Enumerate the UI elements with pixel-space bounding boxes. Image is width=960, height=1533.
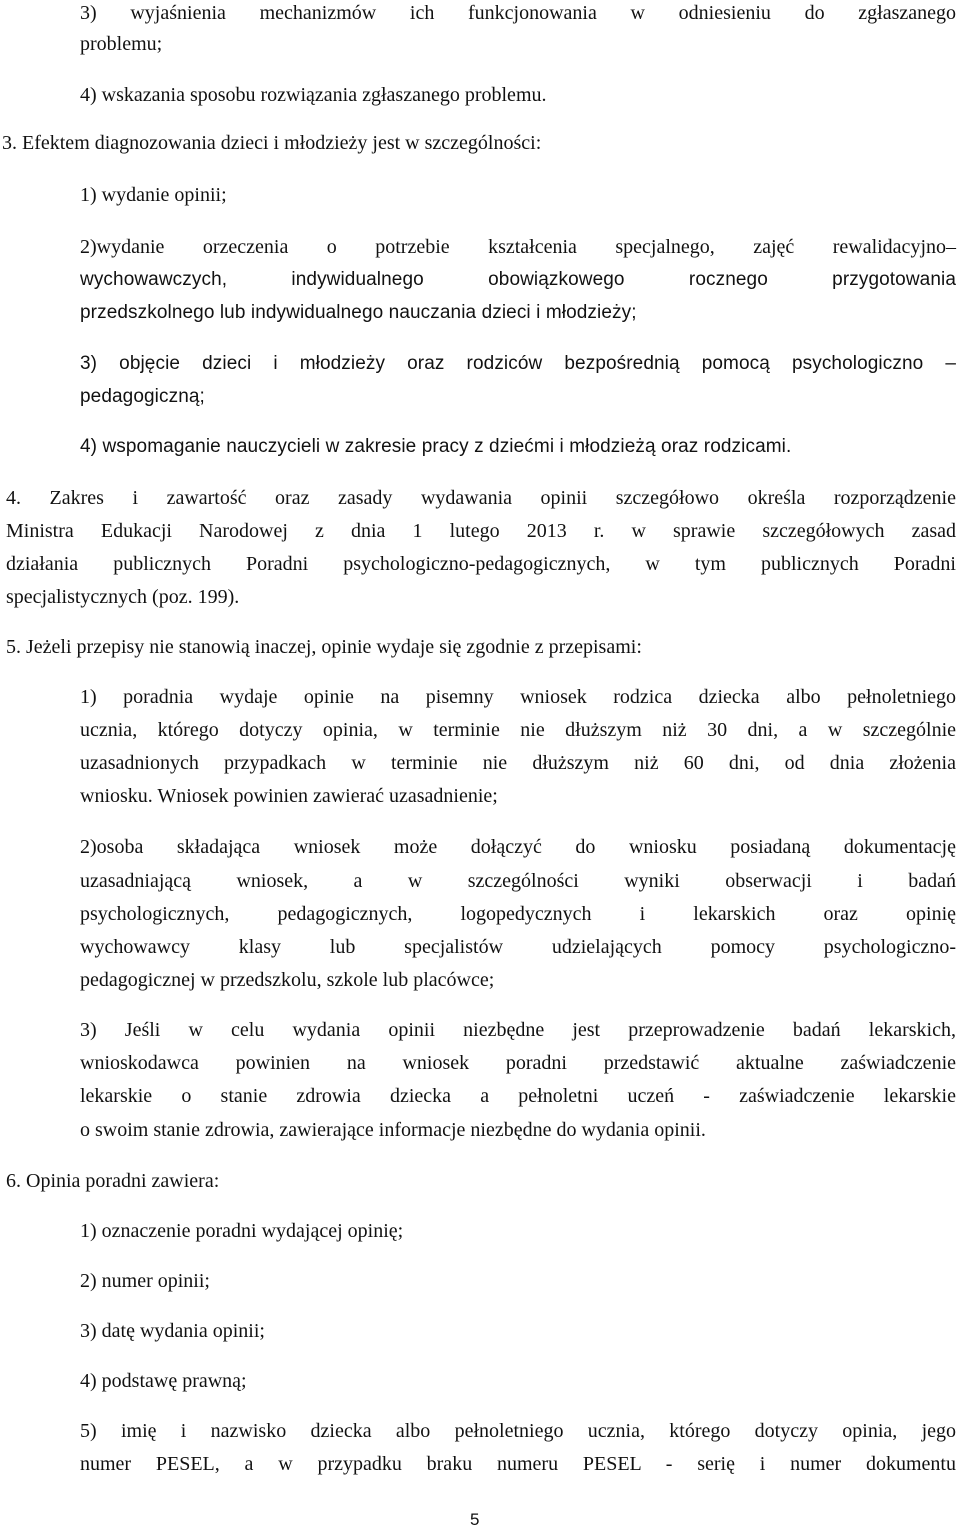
text-line: problemu; [80,33,163,55]
section-4-text: 4. Zakres i zawartość oraz zasady wydawania opinii szczegółowo określa rozporządzenie [6,487,956,509]
list-item: 3) datę wydania opinii; [80,1320,265,1342]
text-line: uzasadnionych przypadkach w terminie nie dłuższym niż 60 dni, od dnia złożenia [80,752,956,774]
list-item: 2) numer opinii; [80,1270,210,1292]
text-line: 1) wydanie opinii; [80,184,227,206]
section-3-heading: 3. Efektem diagnozowania dzieci i młodzieży jest w szczególności: [2,132,542,154]
text-line: 4) wskazania sposobu rozwiązania zgłaszanego problemu. [80,84,547,106]
list-item: 1) oznaczenie poradni wydającej opinię; [80,1220,404,1242]
section-5-heading: 5. Jeżeli przepisy nie stanowią inaczej, opinie wydaje się zgodnie z przepisami: [6,636,642,658]
text-line: lekarskie o stanie zdrowia dziecka a pełnoletni uczeń - zaświadczenie lekarskie [80,1085,956,1107]
section-6-heading: 6. Opinia poradni zawiera: [6,1170,220,1192]
text-line: o swoim stanie zdrowia, zawierające informacje niezbędne do wydania opinii. [80,1119,706,1141]
text-line: numer PESEL, a w przypadku braku numeru PESEL - serię i numer dokumentu [80,1453,956,1475]
list-item: 5) imię i nazwisko dziecka albo pełnoletniego ucznia, którego dotyczy opinia, jego [80,1420,956,1442]
page-number: 5 [470,1510,480,1529]
text-line: 3) objęcie dzieci i młodzieży oraz rodziców bezpośrednią pomocą psychologiczno – [80,353,956,374]
text-line: 2)wydanie orzeczenia o potrzebie kształcenia specjalnego, zajęć rewalidacyjno– [80,236,956,258]
list-item: 4) podstawę prawną; [80,1370,247,1392]
text-line: 2)osoba składająca wniosek może dołączyć do wniosku posiadaną dokumentację [80,836,956,858]
text-line: wnioskodawca powinien na wniosek poradni przedstawić aktualne zaświadczenie [80,1052,956,1074]
text-line: 3) wyjaśnienia mechanizmów ich funkcjonowania w odniesieniu do zgłaszanego [80,2,956,24]
text-line: Ministra Edukacji Narodowej z dnia 1 lutego 2013 r. w sprawie szczegółowych zasad [6,520,956,542]
text-line: wychowawcy klasy lub specjalistów udzielających pomocy psychologiczno- [80,936,956,958]
text-line: ucznia, którego dotyczy opinia, w terminie nie dłuższym niż 30 dni, a w szczególnie [80,719,956,741]
text-line: wniosku. Wniosek powinien zawierać uzasadnienie; [80,785,498,807]
text-line: 1) poradnia wydaje opinie na pisemny wniosek rodzica dziecka albo pełnoletniego [80,686,956,708]
text-line: przedszkolnego lub indywidualnego nauczania dzieci i młodzieży; [80,302,637,323]
text-line: 3) Jeśli w celu wydania opinii niezbędne jest przeprowadzenie badań lekarskich, [80,1019,956,1041]
text-line: pedagogiczną; [80,386,205,407]
text-line: 4) wspomaganie nauczycieli w zakresie pracy z dziećmi i młodzieżą oraz rodzicami. [80,436,792,457]
text-line: wychowawczych, indywidualnego obowiązkowego rocznego przygotowania [80,269,956,290]
text-line: pedagogicznej w przedszkolu, szkole lub placówce; [80,969,495,991]
text-line: działania publicznych Poradni psychologiczno-pedagogicznych, w tym publicznych Poradni [6,553,956,575]
text-line: psychologicznych, pedagogicznych, logopedycznych i lekarskich oraz opinię [80,903,956,925]
text-line: specjalistycznych (poz. 199). [6,586,240,608]
text-line: uzasadniającą wniosek, a w szczególności wyniki obserwacji i badań [80,870,956,892]
